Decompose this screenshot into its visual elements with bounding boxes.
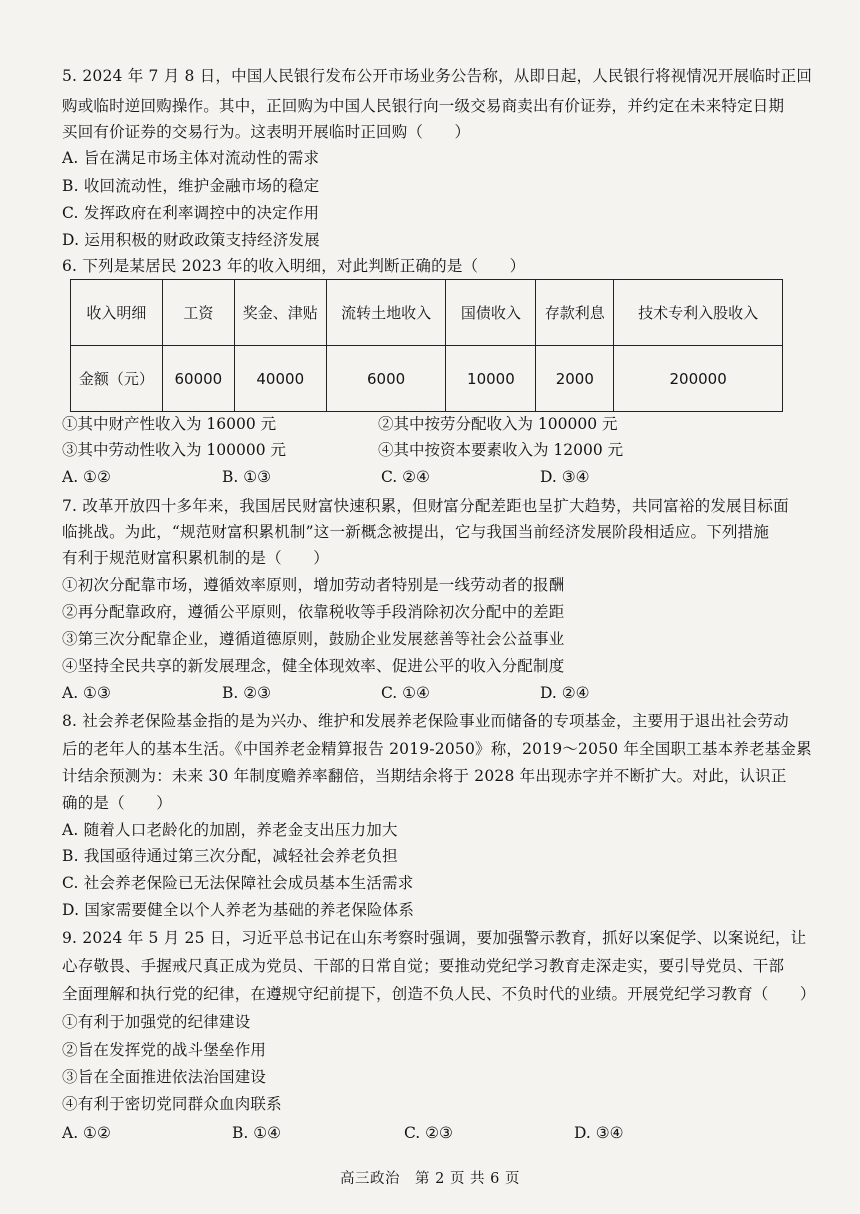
q5-option-b: B. 收回流动性，维护金融市场的稳定 — [62, 177, 320, 195]
q7-choice-d: D. ②④ — [540, 684, 590, 702]
table-header-cell: 存款利息 — [536, 280, 614, 346]
income-table — [70, 279, 783, 412]
q5-stem-line-3: 买回有价证券的交易行为。这表明开展临时正回购（ ） — [62, 123, 471, 141]
page-footer: 高三政治 第 2 页 共 6 页 — [340, 1171, 520, 1187]
q6-choice-d: D. ③④ — [540, 468, 590, 486]
q9-statement-3: ③旨在全面推进依法治国建设 — [62, 1068, 267, 1086]
q6-statement-4: ④其中按资本要素收入为 12000 元 — [378, 441, 624, 459]
table-header-cell: 流转土地收入 — [326, 280, 446, 346]
q7-choice-b: B. ②③ — [222, 684, 272, 702]
income-table-header-row — [71, 280, 783, 346]
q7-choice-c: C. ①④ — [381, 684, 430, 702]
q6-stem: 6. 下列是某居民 2023 年的收入明细，对此判断正确的是（ ） — [62, 257, 526, 275]
q5-option-c: C. 发挥政府在利率调控中的决定作用 — [62, 204, 320, 222]
q8-stem-line-2: 后的老年人的基本生活。《中国养老金精算报告 2019-2050》称，2019～2050 年全国职工基本养老基金累 — [62, 740, 812, 758]
q8-stem-line-4: 确的是（ ） — [62, 794, 172, 812]
q9-choice-d: D. ③④ — [574, 1124, 624, 1142]
table-cell: 60000 — [162, 346, 234, 412]
q9-stem-line-1: 9. 2024 年 5 月 25 日，习近平总书记在山东考察时强调，要加强警示教育，抓好以案促学、以案说纪，让 — [62, 929, 807, 947]
q8-option-b: B. 我国亟待通过第三次分配，减轻社会养老负担 — [62, 847, 398, 865]
table-header-cell: 奖金、津贴 — [234, 280, 326, 346]
q7-choice-a: A. ①③ — [62, 684, 111, 702]
q7-stem-line-2: 临挑战。为此，“规范财富积累机制”这一新概念被提出，它与我国当前经济发展阶段相适应。下列措施 — [62, 523, 770, 541]
table-cell: 40000 — [234, 346, 326, 412]
income-table-amount-row — [71, 346, 783, 412]
q9-choice-b: B. ①④ — [232, 1124, 282, 1142]
table-header-cell: 工资 — [162, 280, 234, 346]
table-cell: 200000 — [614, 346, 783, 412]
q9-statement-1: ①有利于加强党的纪律建设 — [62, 1013, 251, 1031]
table-header-cell: 收入明细 — [71, 280, 163, 346]
q6-statement-1: ①其中财产性收入为 16000 元 — [62, 415, 277, 433]
table-header-cell: 国债收入 — [446, 280, 536, 346]
q7-statement-4: ④坚持全民共享的新发展理念，健全体现效率、促进公平的收入分配制度 — [62, 657, 565, 675]
q8-stem-line-3: 计结余预测为：未来 30 年制度赡养率翻倍，当期结余将于 2028 年出现赤字并不断扩大。对此，认识正 — [62, 767, 787, 785]
q8-option-c: C. 社会养老保险已无法保障社会成员基本生活需求 — [62, 874, 414, 892]
table-cell: 2000 — [536, 346, 614, 412]
q9-stem-line-2: 心存敬畏、手握戒尺真正成为党员、干部的日常自觉；要推动党纪学习教育走深走实，要引导党员、干部 — [62, 957, 785, 975]
q8-option-a: A. 随着人口老龄化的加剧，养老金支出压力加大 — [62, 821, 398, 839]
q9-statement-2: ②旨在发挥党的战斗堡垒作用 — [62, 1041, 267, 1059]
q6-choice-c: C. ②④ — [381, 468, 430, 486]
q8-stem-line-1: 8. 社会养老保险基金指的是为兴办、维护和发展养老保险事业而储备的专项基金，主要用于退出社会劳动 — [62, 712, 789, 730]
q6-choice-a: A. ①② — [62, 468, 111, 486]
q7-statement-2: ②再分配靠政府，遵循公平原则，依靠税收等手段消除初次分配中的差距 — [62, 603, 565, 621]
q7-stem-line-3: 有利于规范财富积累机制的是（ ） — [62, 549, 329, 567]
q5-stem-line-1: 5. 2024 年 7 月 8 日，中国人民银行发布公开市场业务公告称，从即日起，人民银行将视情况开展临时正回 — [62, 67, 813, 85]
q5-stem-line-2: 购或临时逆回购操作。其中，正回购为中国人民银行向一级交易商卖出有价证券，并约定在未来特定日期 — [62, 97, 785, 115]
q5-option-a: A. 旨在满足市场主体对流动性的需求 — [62, 149, 320, 167]
table-cell: 10000 — [446, 346, 536, 412]
q9-stem-line-3: 全面理解和执行党的纪律，在遵规守纪前提下，创造不负人民、不负时代的业绩。开展党纪学习教育（ ） — [62, 985, 816, 1003]
q7-statement-1: ①初次分配靠市场，遵循效率原则，增加劳动者特别是一线劳动者的报酬 — [62, 576, 565, 594]
table-header-cell: 技术专利入股收入 — [614, 280, 783, 346]
q9-choice-a: A. ①② — [62, 1124, 111, 1142]
q6-statement-3: ③其中劳动性收入为 100000 元 — [62, 441, 287, 459]
q5-option-d: D. 运用积极的财政政策支持经济发展 — [62, 231, 320, 249]
q6-statement-2: ②其中按劳分配收入为 100000 元 — [378, 415, 618, 433]
q7-statement-3: ③第三次分配靠企业，遵循道德原则，鼓励企业发展慈善等社会公益事业 — [62, 630, 565, 648]
q7-stem-line-1: 7. 改革开放四十多年来，我国居民财富快速积累，但财富分配差距也呈扩大趋势，共同富裕的发展目标面 — [62, 497, 789, 515]
q9-choice-c: C. ②③ — [404, 1124, 453, 1142]
table-cell: 金额（元） — [71, 346, 163, 412]
table-cell: 6000 — [326, 346, 446, 412]
q8-option-d: D. 国家需要健全以个人养老为基础的养老保险体系 — [62, 901, 415, 919]
q6-choice-b: B. ①③ — [222, 468, 272, 486]
q9-statement-4: ④有利于密切党同群众血肉联系 — [62, 1095, 282, 1113]
